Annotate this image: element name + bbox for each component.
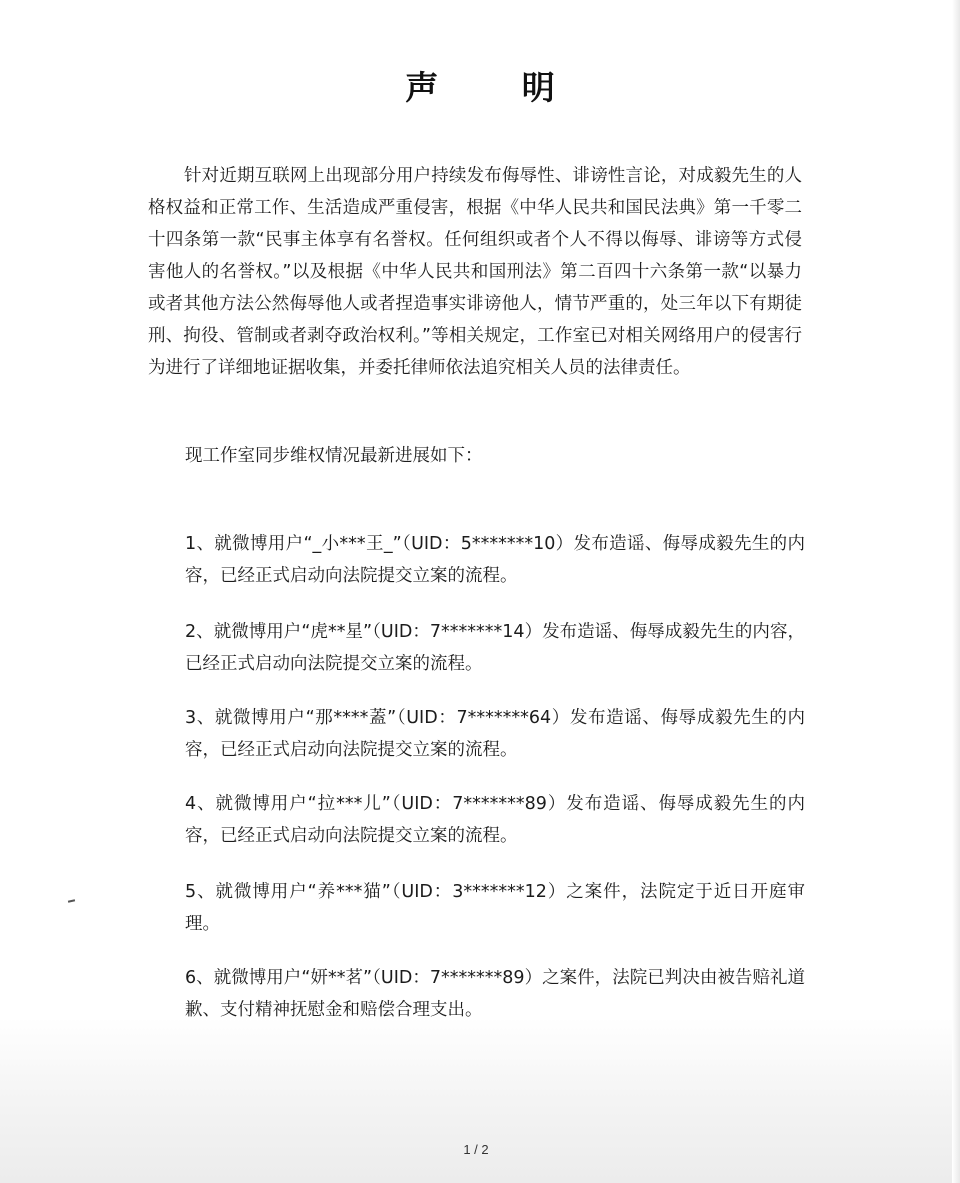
progress-lead: 现工作室同步维权情况最新进展如下：: [185, 446, 483, 466]
progress-item-4: 4、就微博用户“拉***儿”（UID：7*******89）发布造谣、侮辱成毅先生的内容，已经正式启动向法院提交立案的流程。: [185, 794, 805, 846]
progress-item-3: 3、就微博用户“那****蓋”（UID：7*******64）发布造谣、侮辱成毅先生的内容，已经正式启动向法院提交立案的流程。: [185, 708, 805, 760]
progress-item-2: 2、就微博用户“虎**星”（UID：7*******14）发布造谣、侮辱成毅先生的内容，已经正式启动向法院提交立案的流程。: [185, 622, 805, 674]
scan-speck: [68, 899, 75, 902]
intro-paragraph: 针对近期互联网上出现部分用户持续发布侮辱性、诽谤性言论，对成毅先生的人格权益和正常工作、生活造成严重侵害，根据《中华人民共和国民法典》第一千零二十四条第一款“民事主体享有名誉权。任何组织或者个人不得以侮辱、诽谤等方式侵害他人的名誉权。”以及根据《中华人民共和国刑法》第二百四十六条第一款“以暴力或者其他方法公然侮辱他人或者捏造事实诽谤他人，情节严重的，处三年以下有期徒刑、拘役、管制或者剥夺政治权利。”等相关规定，工作室已对相关网络用户的侵害行为进行了详细地证据收集，并委托律师依法追究相关人员的法律责任。: [148, 166, 802, 378]
page-edge-shadow: [952, 0, 960, 1183]
document-title: 声 明: [405, 68, 591, 107]
progress-item-5: 5、就微博用户“养***猫”（UID：3*******12）之案件，法院定于近日开庭审理。: [185, 882, 805, 934]
progress-item-1: 1、就微博用户“_小***王_”（UID：5*******10）发布造谣、侮辱成毅先生的内容，已经正式启动向法院提交立案的流程。: [185, 534, 805, 586]
progress-item-6: 6、就微博用户“妍**茗”（UID：7*******89）之案件，法院已判决由被告赔礼道歉、支付精神抚慰金和赔偿合理支出。: [185, 968, 805, 1020]
page-number: 1 / 2: [463, 1142, 489, 1157]
